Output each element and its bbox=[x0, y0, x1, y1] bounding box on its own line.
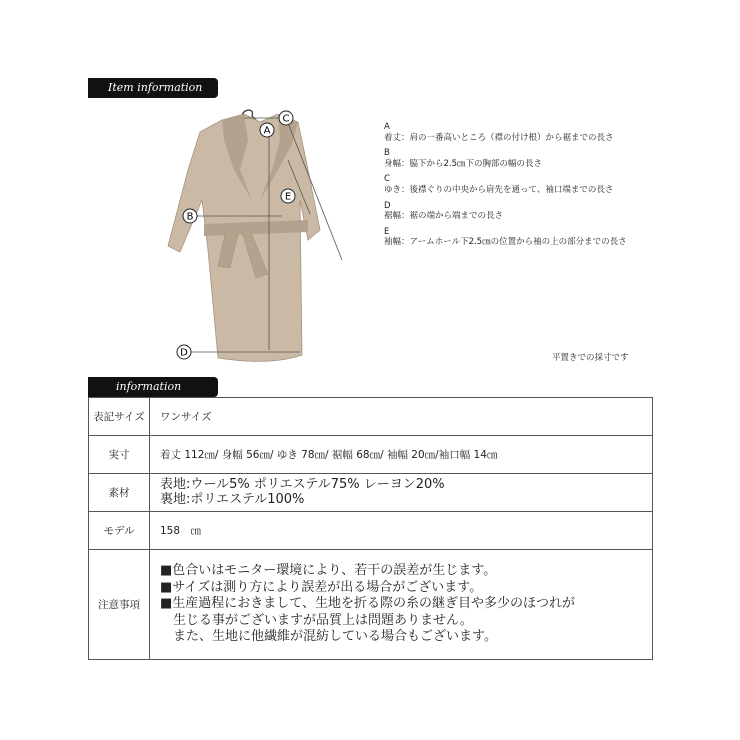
spec-table bbox=[88, 397, 653, 660]
item-information-header: Item information bbox=[88, 78, 218, 98]
spec-row-material bbox=[89, 474, 653, 512]
measurement-note: 平置きでの採寸です bbox=[552, 353, 629, 363]
material-outer: 表地:ウール5% ポリエステル75% レーヨン20% bbox=[160, 477, 445, 492]
caution-value bbox=[150, 550, 653, 660]
information-header: information bbox=[88, 377, 218, 397]
spec-row-size bbox=[89, 398, 653, 436]
marker-c bbox=[279, 111, 293, 125]
legend-desc-c: ゆき：後襟ぐりの中央から肩先を通って、袖口端までの長さ bbox=[384, 184, 614, 195]
svg-text:E: E bbox=[284, 191, 292, 203]
legend-desc-b: 身幅：脇下から2.5㎝下の胸部の幅の長さ bbox=[384, 158, 543, 169]
legend-letter-d: D bbox=[384, 200, 391, 211]
legend-desc-a: 着丈：肩の一番高いところ（襟の付け根）から裾までの長さ bbox=[384, 132, 614, 143]
legend-letter-e: E bbox=[384, 226, 390, 237]
measure-label: 実寸 bbox=[89, 436, 150, 474]
spec-row-measure bbox=[89, 436, 653, 474]
svg-text:B: B bbox=[186, 211, 194, 223]
caution-line: 生じる事がございますが品質上は問題ありません。 bbox=[173, 612, 473, 628]
caution-line: また、生地に他繊維が混紡している場合もございます。 bbox=[173, 629, 497, 645]
svg-text:A: A bbox=[263, 125, 271, 137]
svg-text:D: D bbox=[180, 347, 188, 359]
legend-letter-c: C bbox=[384, 174, 390, 185]
material-lining: 裏地:ポリエステル100% bbox=[160, 491, 305, 507]
marker-b bbox=[183, 209, 197, 223]
model-label: モデル bbox=[89, 512, 150, 550]
model-value: 158 ㎝ bbox=[150, 512, 653, 550]
size-value: ワンサイズ bbox=[150, 398, 653, 436]
legend-letter-a: A bbox=[384, 122, 390, 132]
spec-row-model bbox=[89, 512, 653, 550]
marker-a bbox=[260, 123, 274, 137]
measure-value: 着丈 112㎝/ 身幅 56㎝/ ゆき 78㎝/ 裾幅 68㎝/ 袖幅 20㎝/袖口幅 14㎝ bbox=[150, 436, 653, 474]
size-label: 表記サイズ bbox=[89, 398, 150, 436]
caution-line: ■色合いはモニター環境により、若干の誤差が生じます。 bbox=[160, 563, 497, 579]
legend-desc-d: 裾幅：裾の端から端までの長さ bbox=[384, 211, 504, 222]
caution-label: 注意事項 bbox=[89, 550, 150, 660]
marker-e bbox=[281, 189, 295, 203]
caution-line: ■生産過程におきまして、生地を折る際の糸の継ぎ目や多少のほつれが bbox=[160, 596, 576, 612]
spec-row-caution bbox=[89, 550, 653, 660]
measurement-legend bbox=[384, 122, 684, 253]
legend-letter-b: B bbox=[384, 148, 390, 159]
caution-line: ■サイズは測り方により誤差が出る場合がございます。 bbox=[160, 579, 483, 595]
marker-d bbox=[177, 345, 191, 359]
material-label: 素材 bbox=[89, 474, 150, 512]
svg-text:C: C bbox=[282, 113, 290, 125]
coat-measurement-diagram bbox=[160, 100, 360, 370]
legend-desc-e: 袖幅：アームホール下2.5㎝の位置から袖の上の部分までの長さ bbox=[384, 237, 627, 248]
material-value bbox=[150, 474, 653, 512]
